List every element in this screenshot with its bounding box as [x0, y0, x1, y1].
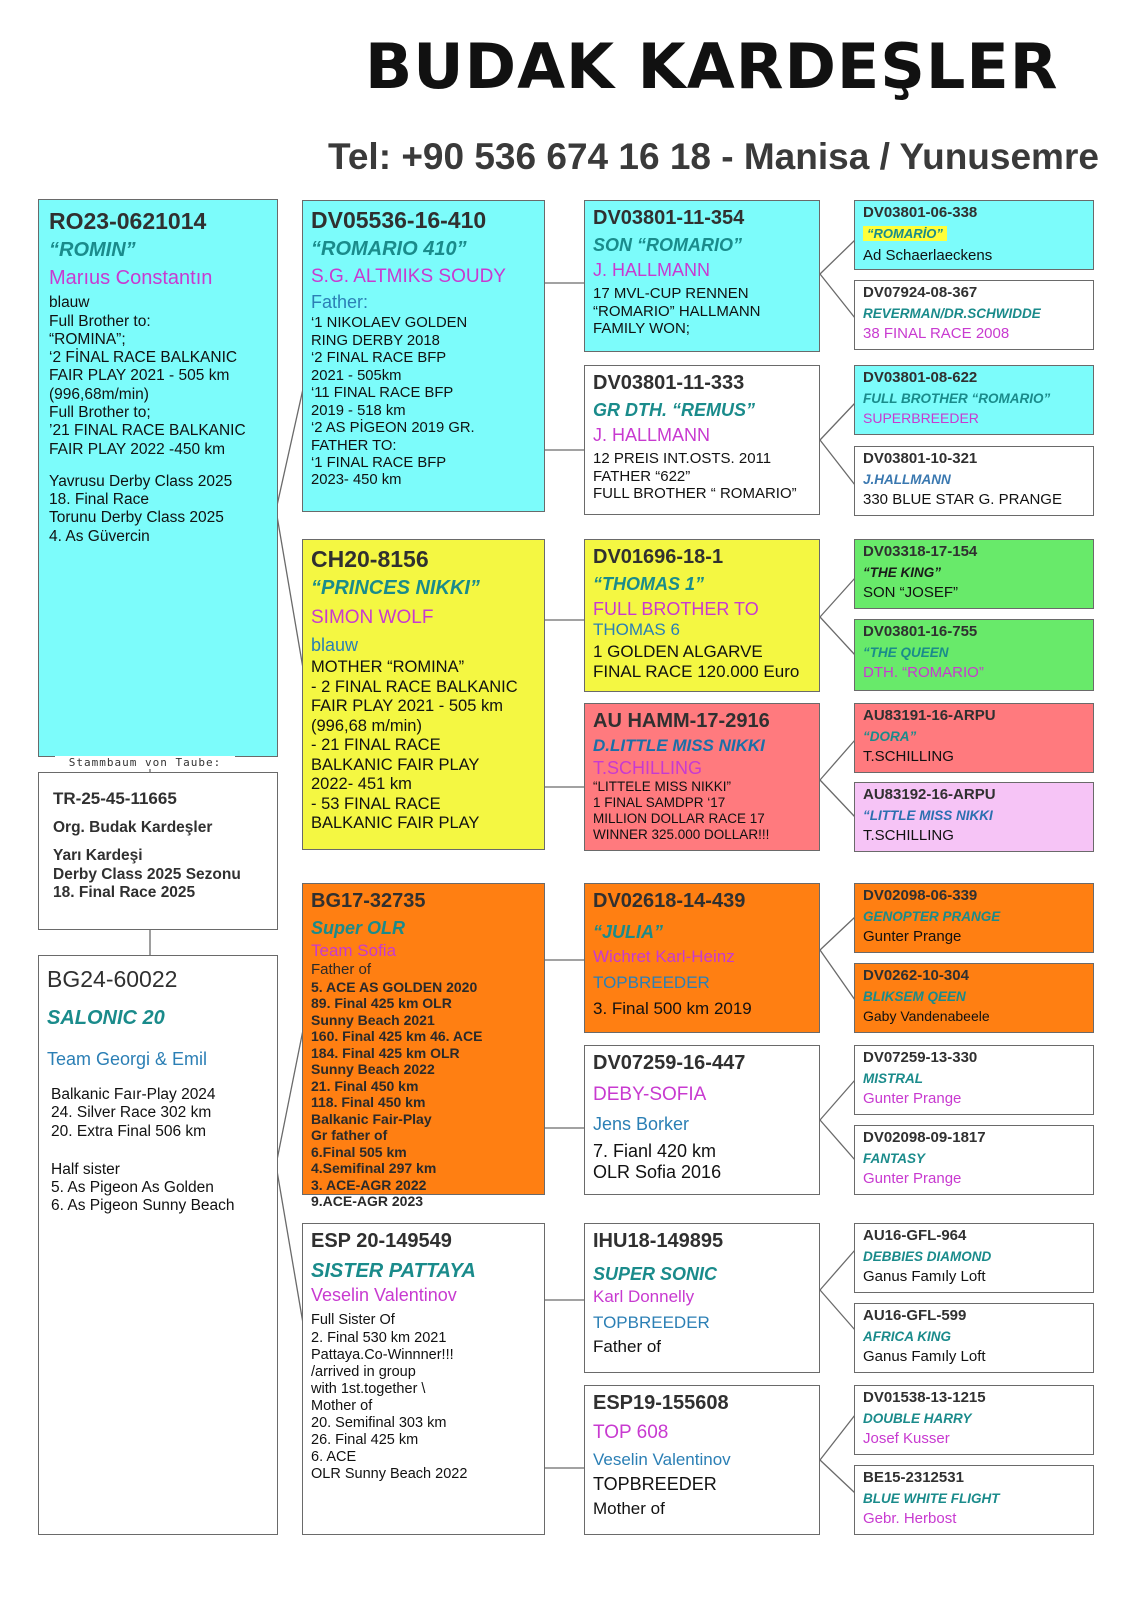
ggp-ring-id: DV03801-06-338 — [863, 204, 978, 221]
ggp-card — [854, 963, 1094, 1033]
hs-mother-line: 6. ACE — [311, 1449, 357, 1466]
subject-line: ’21 FINAL RACE BALKANIC — [49, 422, 246, 440]
hs-father-line: 4.Semifinal 297 km — [311, 1160, 437, 1177]
hs-father-ring-id: BG17-32735 — [311, 890, 426, 912]
gp7-owner: Karl Donnelly — [593, 1286, 695, 1306]
hs-mother-line: /arrived in group — [311, 1363, 416, 1380]
ggp-owner: Ganus Famıly Loft — [863, 1347, 986, 1365]
subject-line: FAIR PLAY 2022 -450 km — [49, 440, 226, 458]
ggp-name: MISTRAL — [863, 1070, 923, 1086]
hs-father-line: 5. ACE AS GOLDEN 2020 — [311, 978, 478, 995]
ggp-name: BLUE WHITE FLIGHT — [863, 1490, 1000, 1506]
hs-mother-owner: Veselin Valentinov — [311, 1285, 457, 1306]
gp6-line: OLR Sofia 2016 — [593, 1162, 722, 1183]
gp4-line: “LITTELE MISS NIKKI” — [593, 778, 732, 794]
hs-father-line: 3. ACE-AGR 2022 — [311, 1176, 427, 1193]
ggp-owner: Ganus Famıly Loft — [863, 1267, 986, 1285]
gp4-line: MILLION DOLLAR RACE 17 — [593, 810, 765, 826]
gp1-line: 17 MVL-CUP RENNEN — [593, 285, 749, 303]
father-line: ‘1 NIKOLAEV GOLDEN — [311, 315, 468, 332]
stammbaum-details — [53, 847, 263, 902]
father-line: ‘2 FINAL RACE BFP — [311, 350, 447, 367]
mother-details — [311, 658, 536, 833]
gp1-details — [593, 285, 811, 338]
ggp-ring-id: DV0262-10-304 — [863, 967, 969, 984]
gp2-line: 12 PREIS INT.OSTS. 2011 — [593, 450, 772, 468]
gp8-status: TOPBREEDER — [593, 1474, 717, 1495]
ggp-owner: Ad Schaerlaeckens — [863, 246, 993, 264]
gp5-owner: Wichret Karl-Heinz — [593, 946, 735, 966]
father-owner: S.G. ALTMIKS SOUDY — [311, 265, 506, 287]
ggp-owner: SON “JOSEF” — [863, 583, 959, 601]
gp8-ring-id: ESP19-155608 — [593, 1392, 729, 1414]
subject-line: blauw — [49, 294, 90, 312]
gp5-status: TOPBREEDER — [593, 972, 710, 992]
ggp-ring-id: DV07259-13-330 — [863, 1049, 978, 1066]
hs-mother-ring-id: ESP 20-149549 — [311, 1230, 452, 1252]
subject-line: 4. As Güvercin — [49, 527, 150, 545]
gp2-ring-id: DV03801-11-333 — [593, 372, 745, 394]
gp3-line: FULL BROTHER TO — [593, 598, 759, 619]
ggp-owner: Josef Kusser — [863, 1429, 950, 1447]
hs-mother-line: 2. Final 530 km 2021 — [311, 1329, 447, 1346]
gp2-details — [593, 450, 811, 503]
half-sister-owner: Team Georgi & Emil — [47, 1048, 208, 1069]
hs-father-line: Balkanic Fair-Play — [311, 1110, 432, 1127]
ggp-card — [854, 200, 1094, 270]
half-sister-line — [51, 1141, 269, 1161]
gp6-card — [584, 1045, 820, 1195]
ggp-card — [854, 1125, 1094, 1195]
gp3-name: “THOMAS 1” — [593, 573, 705, 594]
ggp-owner: DTH. “ROMARIO” — [863, 663, 984, 681]
father-line: 2021 - 505km — [311, 367, 402, 384]
ggp-card — [854, 1223, 1094, 1293]
ggp-name: J.HALLMANN — [863, 471, 951, 487]
hs-mother-name: SISTER PATTAYA — [311, 1259, 476, 1282]
hs-father-line: 184. Final 425 km OLR — [311, 1044, 460, 1061]
ggp-ring-id: BE15-2312531 — [863, 1469, 964, 1486]
ggp-ring-id: DV01538-13-1215 — [863, 1389, 986, 1406]
ggp-ring-id: AU83191-16-ARPU — [863, 707, 996, 724]
mother-line: FAIR PLAY 2021 - 505 km — [311, 697, 503, 716]
mother-owner: SIMON WOLF — [311, 606, 434, 628]
gp4-name: D.LITTLE MISS NIKKI — [593, 735, 765, 755]
gp3-card — [584, 539, 820, 692]
ggp-card — [854, 280, 1094, 350]
gp7-card — [584, 1223, 820, 1373]
hs-father-line: Sunny Beach 2022 — [311, 1061, 435, 1078]
hs-father-line: Gr father of — [311, 1127, 388, 1144]
gp2-card — [584, 365, 820, 515]
hs-mother-line: Full Sister Of — [311, 1312, 395, 1329]
half-sister-ring-id: BG24-60022 — [47, 966, 178, 992]
gp2-name: GR DTH. “REMUS” — [593, 399, 755, 420]
half-sister-line: 6. As Pigeon Sunny Beach — [51, 1197, 235, 1215]
gp6-name: DEBY-SOFIA — [593, 1083, 707, 1105]
subject-owner: Marıus Constantın — [49, 266, 213, 289]
father-label: Father: — [311, 292, 369, 313]
ggp-owner: T.SCHILLING — [863, 747, 954, 765]
ggp-card — [854, 446, 1094, 516]
ggp-ring-id: AU16-GFL-964 — [863, 1227, 967, 1244]
father-name: “ROMARIO 410” — [311, 238, 467, 261]
hs-father-line: 21. Final 450 km — [311, 1077, 419, 1094]
ggp-owner: T.SCHILLING — [863, 826, 954, 844]
hs-father-line: 160. Final 425 km 46. ACE — [311, 1028, 483, 1045]
father-line: 2023- 450 km — [311, 472, 402, 489]
ggp-ring-id: AU16-GFL-599 — [863, 1307, 967, 1324]
hs-father-details — [311, 961, 536, 1210]
gp5-name: “JULIA” — [593, 921, 664, 942]
gp4-line: WINNER 325.000 DOLLAR!!! — [593, 826, 770, 842]
mother-name: “PRINCES NIKKI” — [311, 577, 480, 600]
stammbaum-card — [38, 772, 278, 930]
hs-father-owner: Team Sofia — [311, 940, 397, 960]
gp5-line: 3. Final 500 km 2019 — [593, 998, 752, 1018]
ggp-name: FULL BROTHER “ROMARIO” — [863, 390, 1051, 406]
ggp-card — [854, 1303, 1094, 1373]
ggp-ring-id: DV03801-10-321 — [863, 450, 978, 467]
gp1-ring-id: DV03801-11-354 — [593, 207, 745, 229]
ggp-card — [854, 883, 1094, 953]
subject-line: Yavrusu Derby Class 2025 — [49, 472, 233, 490]
gp5-ring-id: DV02618-14-439 — [593, 890, 746, 912]
ggp-name: DEBBIES DIAMOND — [863, 1248, 992, 1264]
ggp-owner: Gunter Prange — [863, 1089, 962, 1107]
gp7-ring-id: IHU18-149895 — [593, 1230, 724, 1252]
ggp-ring-id: DV03801-08-622 — [863, 369, 978, 386]
half-sister-line: 5. As Pigeon As Golden — [51, 1179, 214, 1197]
stammbaum-line: 18. Final Race 2025 — [53, 883, 196, 901]
ggp-card — [854, 782, 1094, 852]
hs-father-line: 89. Final 425 km OLR — [311, 995, 452, 1012]
gp8-name: TOP 608 — [593, 1421, 669, 1443]
subject-details — [49, 294, 267, 546]
gp5-card — [584, 883, 820, 1033]
mother-line: BALKANIC FAIR PLAY — [311, 755, 480, 774]
father-line: RING DERBY 2018 — [311, 332, 440, 349]
mother-line: BALKANIC FAIR PLAY — [311, 814, 480, 833]
mother-line: - 2 FINAL RACE BALKANIC — [311, 677, 518, 696]
half-sister-name: SALONIC 20 — [47, 1007, 165, 1030]
half-sister-card — [38, 955, 278, 1535]
gp3-line: 1 GOLDEN ALGARVE — [593, 642, 763, 662]
ggp-card — [854, 365, 1094, 435]
subject-line: Full Brother to: — [49, 312, 151, 330]
mother-line: - 21 FINAL RACE — [311, 736, 441, 755]
subject-name: “ROMIN” — [49, 239, 136, 262]
hs-mother-line: Mother of — [311, 1397, 373, 1414]
gp8-card — [584, 1385, 820, 1535]
ggp-name: DOUBLE HARRY — [863, 1410, 972, 1426]
ggp-ring-id: DV02098-09-1817 — [863, 1129, 986, 1146]
hs-mother-line: 20. Semifinal 303 km — [311, 1415, 447, 1432]
hs-father-line: 118. Final 450 km — [311, 1094, 426, 1111]
phone-line: Tel: +90 536 674 16 18 - Manisa / Yunusemre — [328, 136, 1099, 177]
ggp-name: “LITTLE MISS NIKKI — [863, 807, 993, 823]
father-ring-id: DV05536-16-410 — [311, 207, 487, 233]
gp4-owner: T.SCHILLING — [593, 757, 703, 778]
gp6-owner: Jens Borker — [593, 1114, 690, 1134]
gp4-line: 1 FINAL SAMDPR ‘17 — [593, 794, 726, 810]
subject-ring-id: RO23-0621014 — [49, 208, 207, 234]
half-sister-line: 24. Silver Race 302 km — [51, 1104, 212, 1122]
ggp-owner: SUPERBREEDER — [863, 409, 979, 426]
ggp-owner: Gaby Vandenabeele — [863, 1007, 990, 1024]
father-line: ‘11 FINAL RACE BFP — [311, 385, 454, 402]
subject-line: “ROMINA”; — [49, 330, 126, 348]
subject-line: FAIR PLAY 2021 - 505 km — [49, 367, 230, 385]
stammbaum-ring-id: TR-25-45-11665 — [53, 789, 177, 808]
ggp-card — [854, 1465, 1094, 1535]
gp1-card — [584, 200, 820, 352]
hs-mother-line: OLR Sunny Beach 2022 — [311, 1466, 468, 1483]
page-title: BUDAK KARDEŞLER — [365, 30, 1059, 103]
ggp-name: FANTASY — [863, 1150, 926, 1166]
gp2-line: FATHER “622” — [593, 467, 691, 485]
gp1-line: FAMILY WON; — [593, 320, 690, 338]
ggp-ring-id: DV02098-06-339 — [863, 887, 978, 904]
gp3-line: FINAL RACE 120.000 Euro — [593, 662, 800, 682]
ggp-owner: Gunter Prange — [863, 927, 962, 945]
gp1-line: “ROMARIO” HALLMANN — [593, 302, 761, 320]
subject-line: 18. Final Race — [49, 491, 149, 509]
father-details — [311, 315, 536, 490]
ggp-ring-id: AU83192-16-ARPU — [863, 786, 996, 803]
ggp-owner: 330 BLUE STAR G. PRANGE — [863, 490, 1062, 508]
father-line: ‘2 AS PİGEON 2019 GR. — [311, 420, 475, 437]
ggp-name: “DORA” — [863, 728, 917, 744]
ggp-card — [854, 703, 1094, 773]
hs-father-line: 9.ACE-AGR 2023 — [311, 1193, 424, 1210]
gp2-owner: J. HALLMANN — [593, 424, 711, 445]
gp7-status: TOPBREEDER — [593, 1312, 710, 1332]
ggp-owner: 38 FINAL RACE 2008 — [863, 324, 1010, 342]
father-card — [302, 200, 545, 512]
hs-mother-line: 26. Final 425 km — [311, 1432, 419, 1449]
subject-line: ‘2 FİNAL RACE BALKANIC — [49, 349, 238, 367]
ggp-name: “ROMARİO” — [863, 226, 947, 241]
hs-father-line: Father of — [311, 960, 372, 978]
mother-line: MOTHER “ROMINA” — [311, 658, 465, 677]
ggp-name: AFRICA KING — [863, 1328, 951, 1344]
ggp-ring-id: DV03801-16-755 — [863, 623, 978, 640]
father-line: 2019 - 518 km — [311, 402, 406, 419]
ggp-card — [854, 1385, 1094, 1455]
ggp-card — [854, 1045, 1094, 1115]
stammbaum-legend: Stammbaum von Taube: — [55, 756, 235, 769]
father-line: FATHER TO: — [311, 437, 397, 454]
mother-card — [302, 539, 545, 850]
gp4-ring-id: AU HAMM-17-2916 — [593, 710, 770, 732]
stammbaum-org: Org. Budak Kardeşler — [53, 819, 213, 837]
gp7-line: Father of — [593, 1336, 662, 1356]
stammbaum-line: Yarı Kardeşi — [53, 847, 143, 865]
hs-father-card — [302, 883, 545, 1210]
ggp-card — [854, 539, 1094, 609]
ggp-name: BLIKSEM QEEN — [863, 988, 966, 1004]
subject-line: Full Brother to; — [49, 404, 151, 421]
hs-mother-line: Pattaya.Co-Winnner!!! — [311, 1346, 454, 1363]
ggp-name: “THE KING” — [863, 564, 942, 580]
father-line: ‘1 FINAL RACE BFP — [311, 454, 447, 471]
hs-mother-details — [311, 1312, 536, 1483]
gp1-owner: J. HALLMANN — [593, 259, 711, 280]
mother-line: 2022- 451 km — [311, 775, 412, 794]
stammbaum-line: Derby Class 2025 Sezonu — [53, 865, 241, 883]
gp8-owner: Veselin Valentinov — [593, 1450, 731, 1469]
mother-ring-id: CH20-8156 — [311, 546, 429, 572]
gp2-line: FULL BROTHER “ ROMARIO” — [593, 485, 797, 503]
half-sister-details — [47, 1086, 269, 1216]
mother-line: - 53 FINAL RACE — [311, 794, 441, 813]
gp6-line: 7. Fianl 420 km — [593, 1141, 717, 1162]
gp7-name: SUPER SONIC — [593, 1263, 718, 1284]
half-sister-line: Balkanic Faır-Play 2024 — [51, 1085, 216, 1103]
ggp-ring-id: DV03318-17-154 — [863, 543, 978, 560]
hs-father-line: Sunny Beach 2021 — [311, 1011, 435, 1028]
mother-line: (996,68 m/min) — [311, 716, 422, 735]
hs-father-line: 6.Final 505 km — [311, 1143, 407, 1160]
ggp-card — [854, 619, 1094, 691]
gp4-details — [593, 779, 811, 843]
subject-line: (996,68m/min) — [49, 385, 149, 403]
gp6-ring-id: DV07259-16-447 — [593, 1052, 746, 1074]
half-sister-line: 20. Extra Final 506 km — [51, 1122, 207, 1140]
mother-color: blauw — [311, 635, 359, 656]
gp1-name: SON “ROMARIO” — [593, 234, 743, 255]
hs-mother-card — [302, 1223, 545, 1535]
ggp-owner: Gebr. Herbost — [863, 1509, 957, 1527]
gp3-line: THOMAS 6 — [593, 620, 680, 640]
half-sister-line: Half sister — [51, 1160, 120, 1178]
gp8-line: Mother of — [593, 1499, 665, 1519]
gp4-card — [584, 703, 820, 851]
ggp-name: REVERMAN/DR.SCHWIDDE — [863, 305, 1041, 321]
hs-mother-line: with 1st.together \ — [311, 1380, 426, 1397]
ggp-ring-id: DV07924-08-367 — [863, 284, 978, 301]
subject-line — [49, 459, 267, 473]
subject-line: Torunu Derby Class 2025 — [49, 509, 224, 527]
gp3-ring-id: DV01696-18-1 — [593, 546, 724, 568]
ggp-name: GENOPTER PRANGE — [863, 908, 1001, 924]
ggp-name: “THE QUEEN — [863, 644, 949, 660]
ggp-owner: Gunter Prange — [863, 1169, 962, 1187]
hs-father-name: Super OLR — [311, 917, 406, 938]
subject-card — [38, 199, 278, 757]
